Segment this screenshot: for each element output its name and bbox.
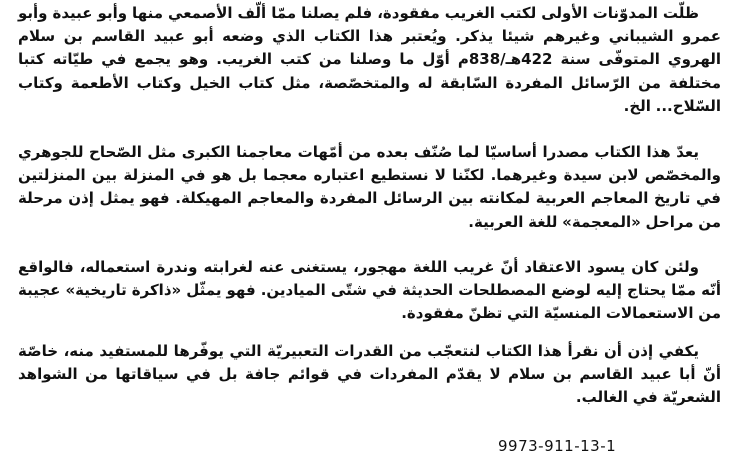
isbn-footer: 9973-911-13-1 <box>498 437 617 455</box>
paragraph-expressive-capacity: يكفي إذن أن نقرأ هذا الكتاب لنتعجّب من القدرات التعبيريّة التي يوفّرها للمستفيد منه، خاصّة أنّ أبا عبيد القاسم بن سلام لا يقدّم المفردات في قوائم جافة بل في سياقاتها من الشواهد الشعريّة في الغالب. <box>18 342 721 407</box>
paragraph-rare-words: ولئن كان يسود الاعتقاد أنّ غريب اللغة مهجور، يستغنى عنه لغرابته وندرة استعماله، فالواقع أنّه ممّا يحتاج إليه لوضع المصطلحات الحديثة في شتّى الميادين. فهو يمثّل «ذاكرة تاريخية» عجيبة من الاستعمالات المنسيّة التي تظنّ مفقودة. <box>18 258 721 323</box>
paragraph-dictionary-status: يعدّ هذا الكتاب مصدرا أساسيّا لما صُنّف بعده من أمّهات معاجمنا الكبرى مثل الصّحاح للجوهري والمخصّص لابن سيدة وغيرهما. لكنّنا لا نستطيع اعتباره معجما بل هو في المنزلة بين المنزلتين في تاريخ المعاجم العربية لمكانته بين الرسائل المفردة والمعاجم المهيكلة. فهو يمثل إذن مرحلة من مراحل «المعجمة» للغة العربية. <box>18 143 721 231</box>
document-page <box>18 0 721 455</box>
paragraph-gharib-origins: ظلّت المدوّنات الأولى لكتب الغريب مفقودة، فلم يصلنا ممّا ألّف الأصمعي منها وأبو عبيدة وأبو عمرو الشيباني وغيرهم شيئا يذكر. ويُعتبر هذا الكتاب الذي وضعه أبو عبيد القاسم بن سلام الهروي المتوفّى سنة 422هـ/838م أوّل ما وصلنا من كتب الغريب. وهو يجمع في طيّاته كتبا مختلفة من الرّسائل المفردة السّابقة له والمتخصّصة، مثل كتاب الخيل وكتاب الأطعمة وكتاب السّلاح... الخ. <box>18 4 721 115</box>
